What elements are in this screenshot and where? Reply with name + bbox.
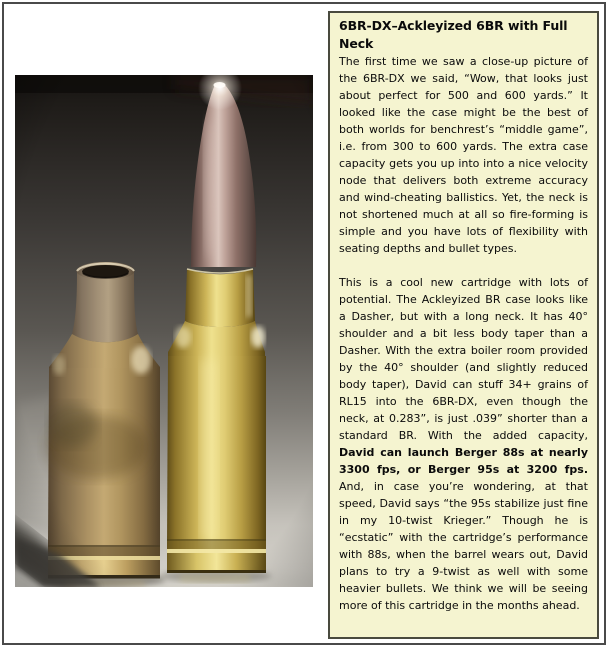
- article-title: 6BR-DX–Ackleyized 6BR with Full Neck: [339, 18, 568, 51]
- paragraph-2-bold-claim: David can launch Berger 88s at nearly 3300 fps, or Berger 95s at 3200 fps.: [339, 446, 588, 476]
- cartridge-comparison-photo: [15, 75, 313, 587]
- paragraph-2-text-continued: And, in case you’re wondering, at that speed, David says “the 95s stabilize just fine in my 10-twist Krieger.” Though he is “ecstatic” with the cartridge’s performance with 88s, when the barrel wears out, David plans to try a 9-twist as well with some heavier bullets. We think we will be seeing more of this cartridge in the months ahead.: [339, 480, 588, 612]
- article-panel: [328, 11, 599, 639]
- paragraph-2-text: This is a cool new cartridge with lots of potential. The Ackleyized BR case looks like a Dasher, but with a long neck. It has 40° shoulder and a bit less body taper than a Dasher. With the extra boiler room provided by the 40° shoulder (and slightly reduced body taper), David can stuff 34+ grains of RL15 into the 6BR-DX, even though the neck, at 0.283”, is just .039” shorter than a standard BR. With the added capacity,: [339, 276, 588, 442]
- article-paragraph-2: [339, 274, 588, 614]
- article-paragraph-1: The first time we saw a close-up picture of the 6BR-DX we said, “Wow, that looks just about perfect for 500 and 600 yards.” It looked like the case might be the best of both worlds for benchrest’s “middle game”, i.e. from 300 to 600 yards. The extra case capacity gets you up into into a nice velocity node that delivers both extreme accuracy and wind-cheating ballistics. Yet, the neck is not shortened much at all so fire-forming is simple and you have lots of flexibility with seating depths and bullet types.: [339, 55, 588, 255]
